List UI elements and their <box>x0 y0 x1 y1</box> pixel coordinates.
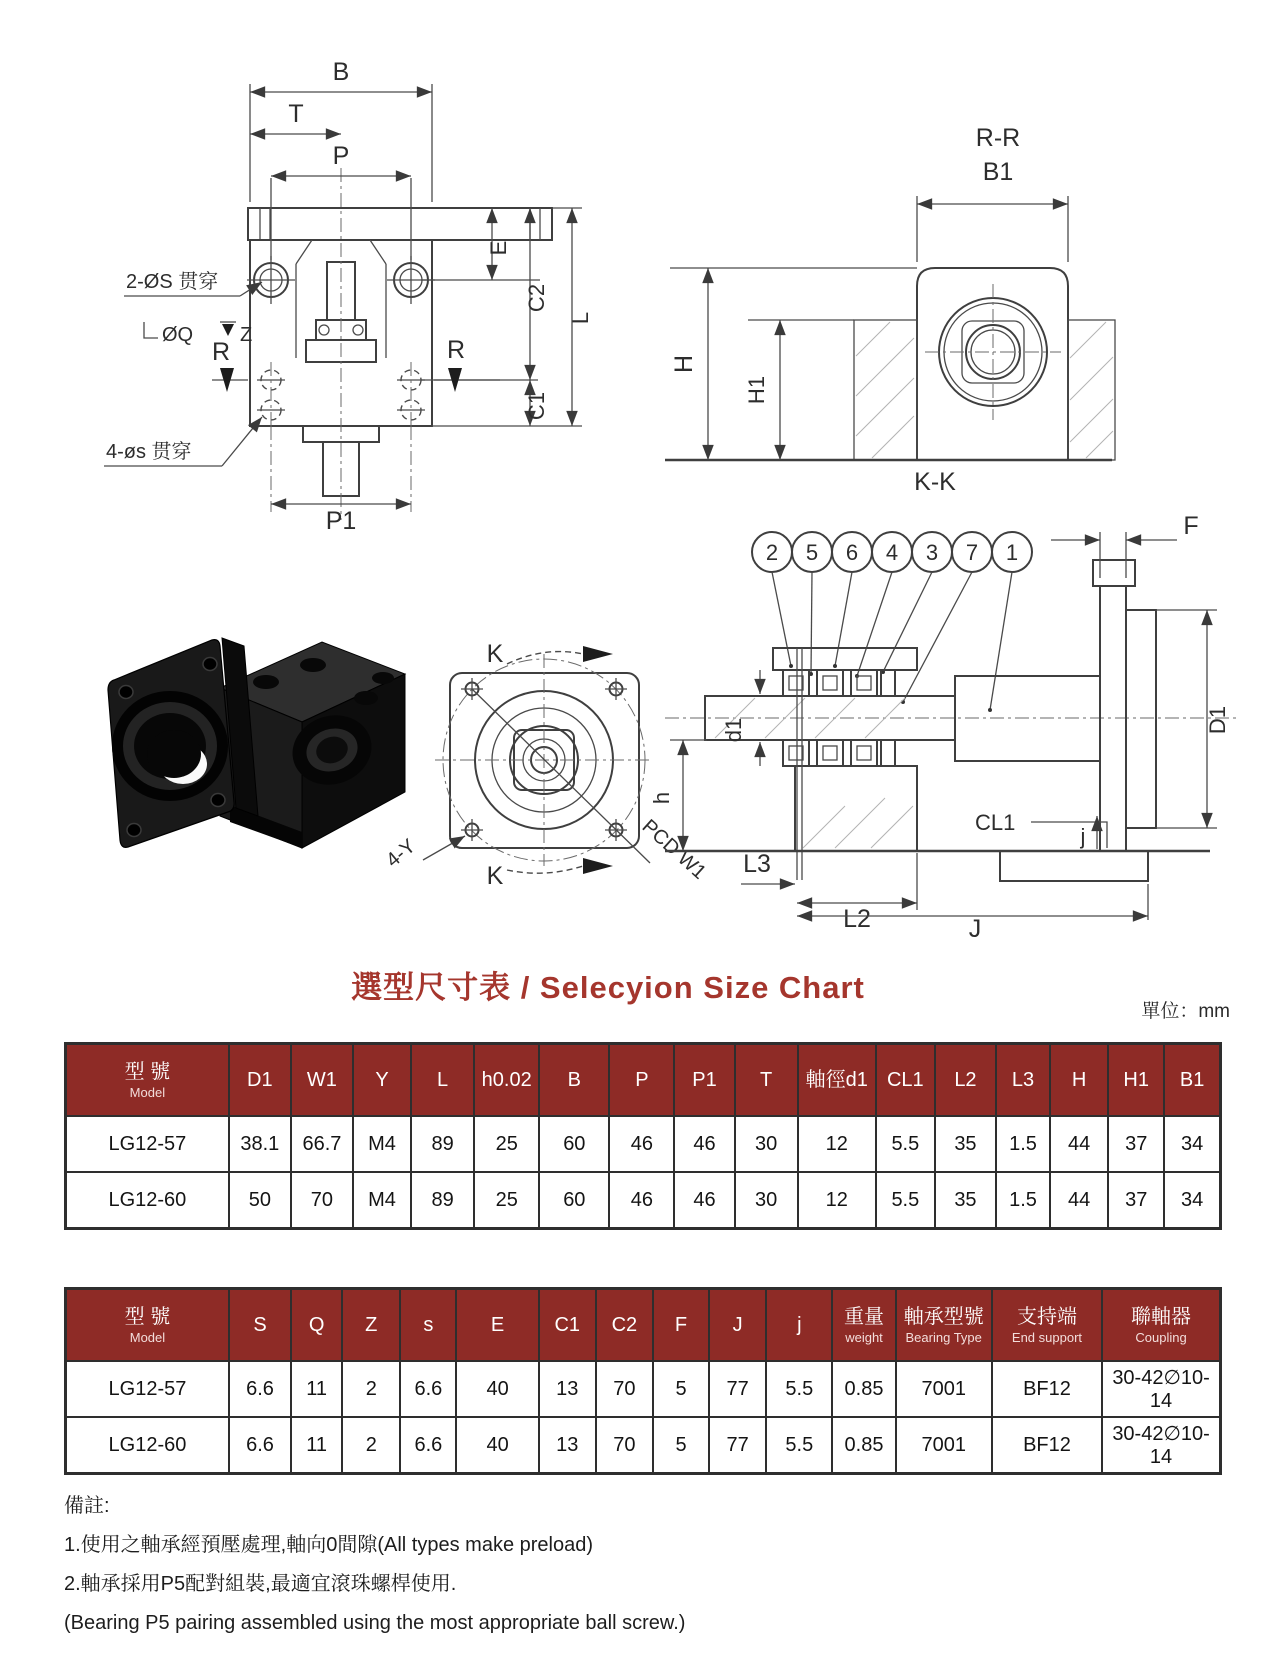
value-cell: 25 <box>474 1172 539 1229</box>
model-cell: LG12-60 <box>66 1172 229 1229</box>
value-cell: 44 <box>1050 1116 1108 1172</box>
corner-holes-label: 4-Y <box>382 834 421 872</box>
notes-heading: 備註: <box>64 1495 110 1517</box>
notes <box>64 1487 1164 1643</box>
value-cell: 1.5 <box>996 1116 1050 1172</box>
column-header: B <box>539 1044 609 1117</box>
value-cell: 6.6 <box>400 1417 456 1474</box>
dim-label-j: J <box>968 915 982 938</box>
value-cell: 37 <box>1108 1172 1164 1229</box>
column-header: L2 <box>935 1044 996 1117</box>
balloon-6: 6 <box>845 540 859 565</box>
front-view-drawing <box>100 28 620 533</box>
column-header: h0.02 <box>474 1044 539 1117</box>
column-header: CL1 <box>876 1044 935 1117</box>
dim-label-p1: P1 <box>325 507 357 533</box>
column-header: C1 <box>539 1289 596 1362</box>
value-cell: 70 <box>596 1361 653 1417</box>
model-column-header <box>66 1289 229 1362</box>
note-line: 1.使用之軸承經預壓處理,軸向0間隙(All types make preload) <box>64 1534 594 1556</box>
value-cell: 60 <box>539 1116 609 1172</box>
dim-label-b1: B1 <box>982 158 1014 186</box>
column-header: W1 <box>291 1044 353 1117</box>
value-cell: 5.5 <box>876 1172 935 1229</box>
value-cell: 25 <box>474 1116 539 1172</box>
column-header: B1 <box>1164 1044 1220 1117</box>
section-title-kk: K-K <box>914 468 956 496</box>
dim-label-d1: D1 <box>1205 705 1230 735</box>
dim-label-b: B <box>332 58 350 86</box>
value-cell: 0.85 <box>832 1361 895 1417</box>
value-cell: 6.6 <box>229 1417 291 1474</box>
value-cell: M4 <box>353 1116 411 1172</box>
dim-label-d1-shaft: d1 <box>721 717 746 743</box>
value-cell: 11 <box>291 1361 342 1417</box>
value-cell: 7001 <box>896 1417 992 1474</box>
value-cell: 77 <box>709 1417 766 1474</box>
unit-note <box>1030 996 1230 1023</box>
column-header: j <box>766 1289 832 1362</box>
value-cell: 35 <box>935 1172 996 1229</box>
value-cell: 5.5 <box>766 1361 832 1417</box>
value-cell: 5 <box>653 1417 709 1474</box>
column-header: S <box>229 1289 291 1362</box>
column-header: J <box>709 1289 766 1362</box>
column-header: Q <box>291 1289 342 1362</box>
model-cell: LG12-57 <box>66 1361 229 1417</box>
value-cell: 1.5 <box>996 1172 1050 1229</box>
dim-label-c2: C2 <box>524 283 549 313</box>
column-header: 軸承型號 Bearing Type <box>896 1289 992 1362</box>
value-cell: BF12 <box>992 1417 1102 1474</box>
value-cell: 11 <box>291 1417 342 1474</box>
section-rr-drawing <box>640 100 1120 475</box>
value-cell: 70 <box>596 1417 653 1474</box>
value-cell: 89 <box>411 1172 474 1229</box>
dim-label-h-small: h <box>649 791 674 805</box>
column-header: 軸徑d1 <box>798 1044 876 1117</box>
balloon-3: 3 <box>925 540 939 565</box>
table-row <box>66 1417 1221 1474</box>
dim-label-e: E <box>486 240 511 256</box>
dim-label-cl1: CL1 <box>975 810 1016 835</box>
value-cell: 66.7 <box>291 1116 353 1172</box>
balloon-2: 2 <box>765 540 779 565</box>
column-header: L3 <box>996 1044 1050 1117</box>
value-cell: 30-42∅10-14 <box>1102 1361 1220 1417</box>
column-header: H1 <box>1108 1044 1164 1117</box>
column-header: Z <box>342 1289 400 1362</box>
note-line: (Bearing P5 pairing assembled using the most appropriate ball screw.) <box>64 1612 686 1634</box>
value-cell: 30 <box>735 1172 798 1229</box>
value-cell: 2 <box>342 1417 400 1474</box>
value-cell: 40 <box>456 1361 538 1417</box>
main-dimension-table <box>64 1042 1222 1230</box>
column-header: P1 <box>674 1044 734 1117</box>
column-header: D1 <box>229 1044 291 1117</box>
column-header: Y <box>353 1044 411 1117</box>
column-header: T <box>735 1044 798 1117</box>
value-cell: 34 <box>1164 1116 1220 1172</box>
dim-label-l2: L2 <box>843 905 871 933</box>
balloon-5: 5 <box>805 540 819 565</box>
dim-label-p: P <box>332 142 350 170</box>
value-cell: 5.5 <box>766 1417 832 1474</box>
dim-label-t: T <box>288 100 304 128</box>
dim-label-f: F <box>1183 512 1199 540</box>
model-cell: LG12-57 <box>66 1116 229 1172</box>
column-header: 重量 weight <box>832 1289 895 1362</box>
model-header-en: Model <box>129 1329 166 1345</box>
value-cell: 35 <box>935 1116 996 1172</box>
value-cell: 50 <box>229 1172 291 1229</box>
value-cell: M4 <box>353 1172 411 1229</box>
value-cell: 12 <box>798 1116 876 1172</box>
section-label-k-bottom: K <box>486 862 504 888</box>
value-cell: 7001 <box>896 1361 992 1417</box>
value-cell: 70 <box>291 1172 353 1229</box>
value-cell: 44 <box>1050 1172 1108 1229</box>
value-cell: 2 <box>342 1361 400 1417</box>
value-cell: 89 <box>411 1116 474 1172</box>
note-line: 2.軸承採用P5配對組裝,最適宜滾珠螺桿使用. <box>64 1573 457 1595</box>
value-cell: 0.85 <box>832 1417 895 1474</box>
dim-label-h1: H1 <box>744 375 769 405</box>
value-cell: 5 <box>653 1361 709 1417</box>
callout-top-holes: 2-ØS 贯穿 <box>126 271 219 293</box>
column-header: 支持端 End support <box>992 1289 1102 1362</box>
value-cell: 46 <box>609 1116 674 1172</box>
unit-value: mm <box>1198 1001 1230 1022</box>
balloon-7: 7 <box>965 540 979 565</box>
size-chart-title: 選型尺寸表 / Selecyion Size Chart <box>351 970 865 1005</box>
column-header: C2 <box>596 1289 653 1362</box>
value-cell: 12 <box>798 1172 876 1229</box>
value-cell: 30-42∅10-14 <box>1102 1417 1220 1474</box>
callout-cbore-depth: Z <box>240 324 253 346</box>
value-cell: 6.6 <box>400 1361 456 1417</box>
section-title-rr: R-R <box>975 124 1021 152</box>
value-cell: 40 <box>456 1417 538 1474</box>
secondary-dimension-table <box>64 1287 1222 1475</box>
value-cell: 46 <box>674 1116 734 1172</box>
section-label-r-left: R <box>211 338 231 366</box>
section-label-k-top: K <box>486 640 504 668</box>
value-cell: 37 <box>1108 1116 1164 1172</box>
unit-label: 單位： <box>1141 1001 1199 1022</box>
header-row <box>66 1289 1221 1362</box>
model-header-en: Model <box>129 1084 166 1100</box>
column-header: P <box>609 1044 674 1117</box>
section-kk-drawing <box>645 448 1245 938</box>
value-cell: 5.5 <box>876 1116 935 1172</box>
balloon-4: 4 <box>885 540 899 565</box>
column-header: L <box>411 1044 474 1117</box>
value-cell: 13 <box>539 1417 596 1474</box>
table-row <box>66 1172 1221 1229</box>
column-header: E <box>456 1289 538 1362</box>
callout-cbore-dia: ØQ <box>162 324 194 346</box>
table-row <box>66 1361 1221 1417</box>
value-cell: BF12 <box>992 1361 1102 1417</box>
value-cell: 60 <box>539 1172 609 1229</box>
table-row <box>66 1116 1221 1172</box>
value-cell: 46 <box>609 1172 674 1229</box>
dim-label-j-small: j <box>1080 824 1086 849</box>
section-label-r-right: R <box>446 336 466 364</box>
column-header: 聯軸器 Coupling <box>1102 1289 1220 1362</box>
dim-label-l: L <box>568 311 593 325</box>
dim-label-c1: C1 <box>524 391 549 421</box>
dim-label-l3: L3 <box>743 850 771 878</box>
value-cell: 38.1 <box>229 1116 291 1172</box>
value-cell: 6.6 <box>229 1361 291 1417</box>
balloon-1: 1 <box>1005 540 1019 565</box>
model-header-zh: 型 號 <box>124 1305 171 1328</box>
value-cell: 77 <box>709 1361 766 1417</box>
column-header: H <box>1050 1044 1108 1117</box>
model-cell: LG12-60 <box>66 1417 229 1474</box>
value-cell: 13 <box>539 1361 596 1417</box>
column-header: s <box>400 1289 456 1362</box>
value-cell: 30 <box>735 1116 798 1172</box>
column-header: F <box>653 1289 709 1362</box>
header-row <box>66 1044 1221 1117</box>
model-header-zh: 型 號 <box>124 1060 171 1083</box>
pcd-label: PCD W1 <box>637 815 711 884</box>
value-cell: 46 <box>674 1172 734 1229</box>
model-column-header <box>66 1044 229 1117</box>
value-cell: 34 <box>1164 1172 1220 1229</box>
callout-bottom-holes: 4-øs 贯穿 <box>106 441 192 463</box>
dim-label-h: H <box>670 354 698 374</box>
